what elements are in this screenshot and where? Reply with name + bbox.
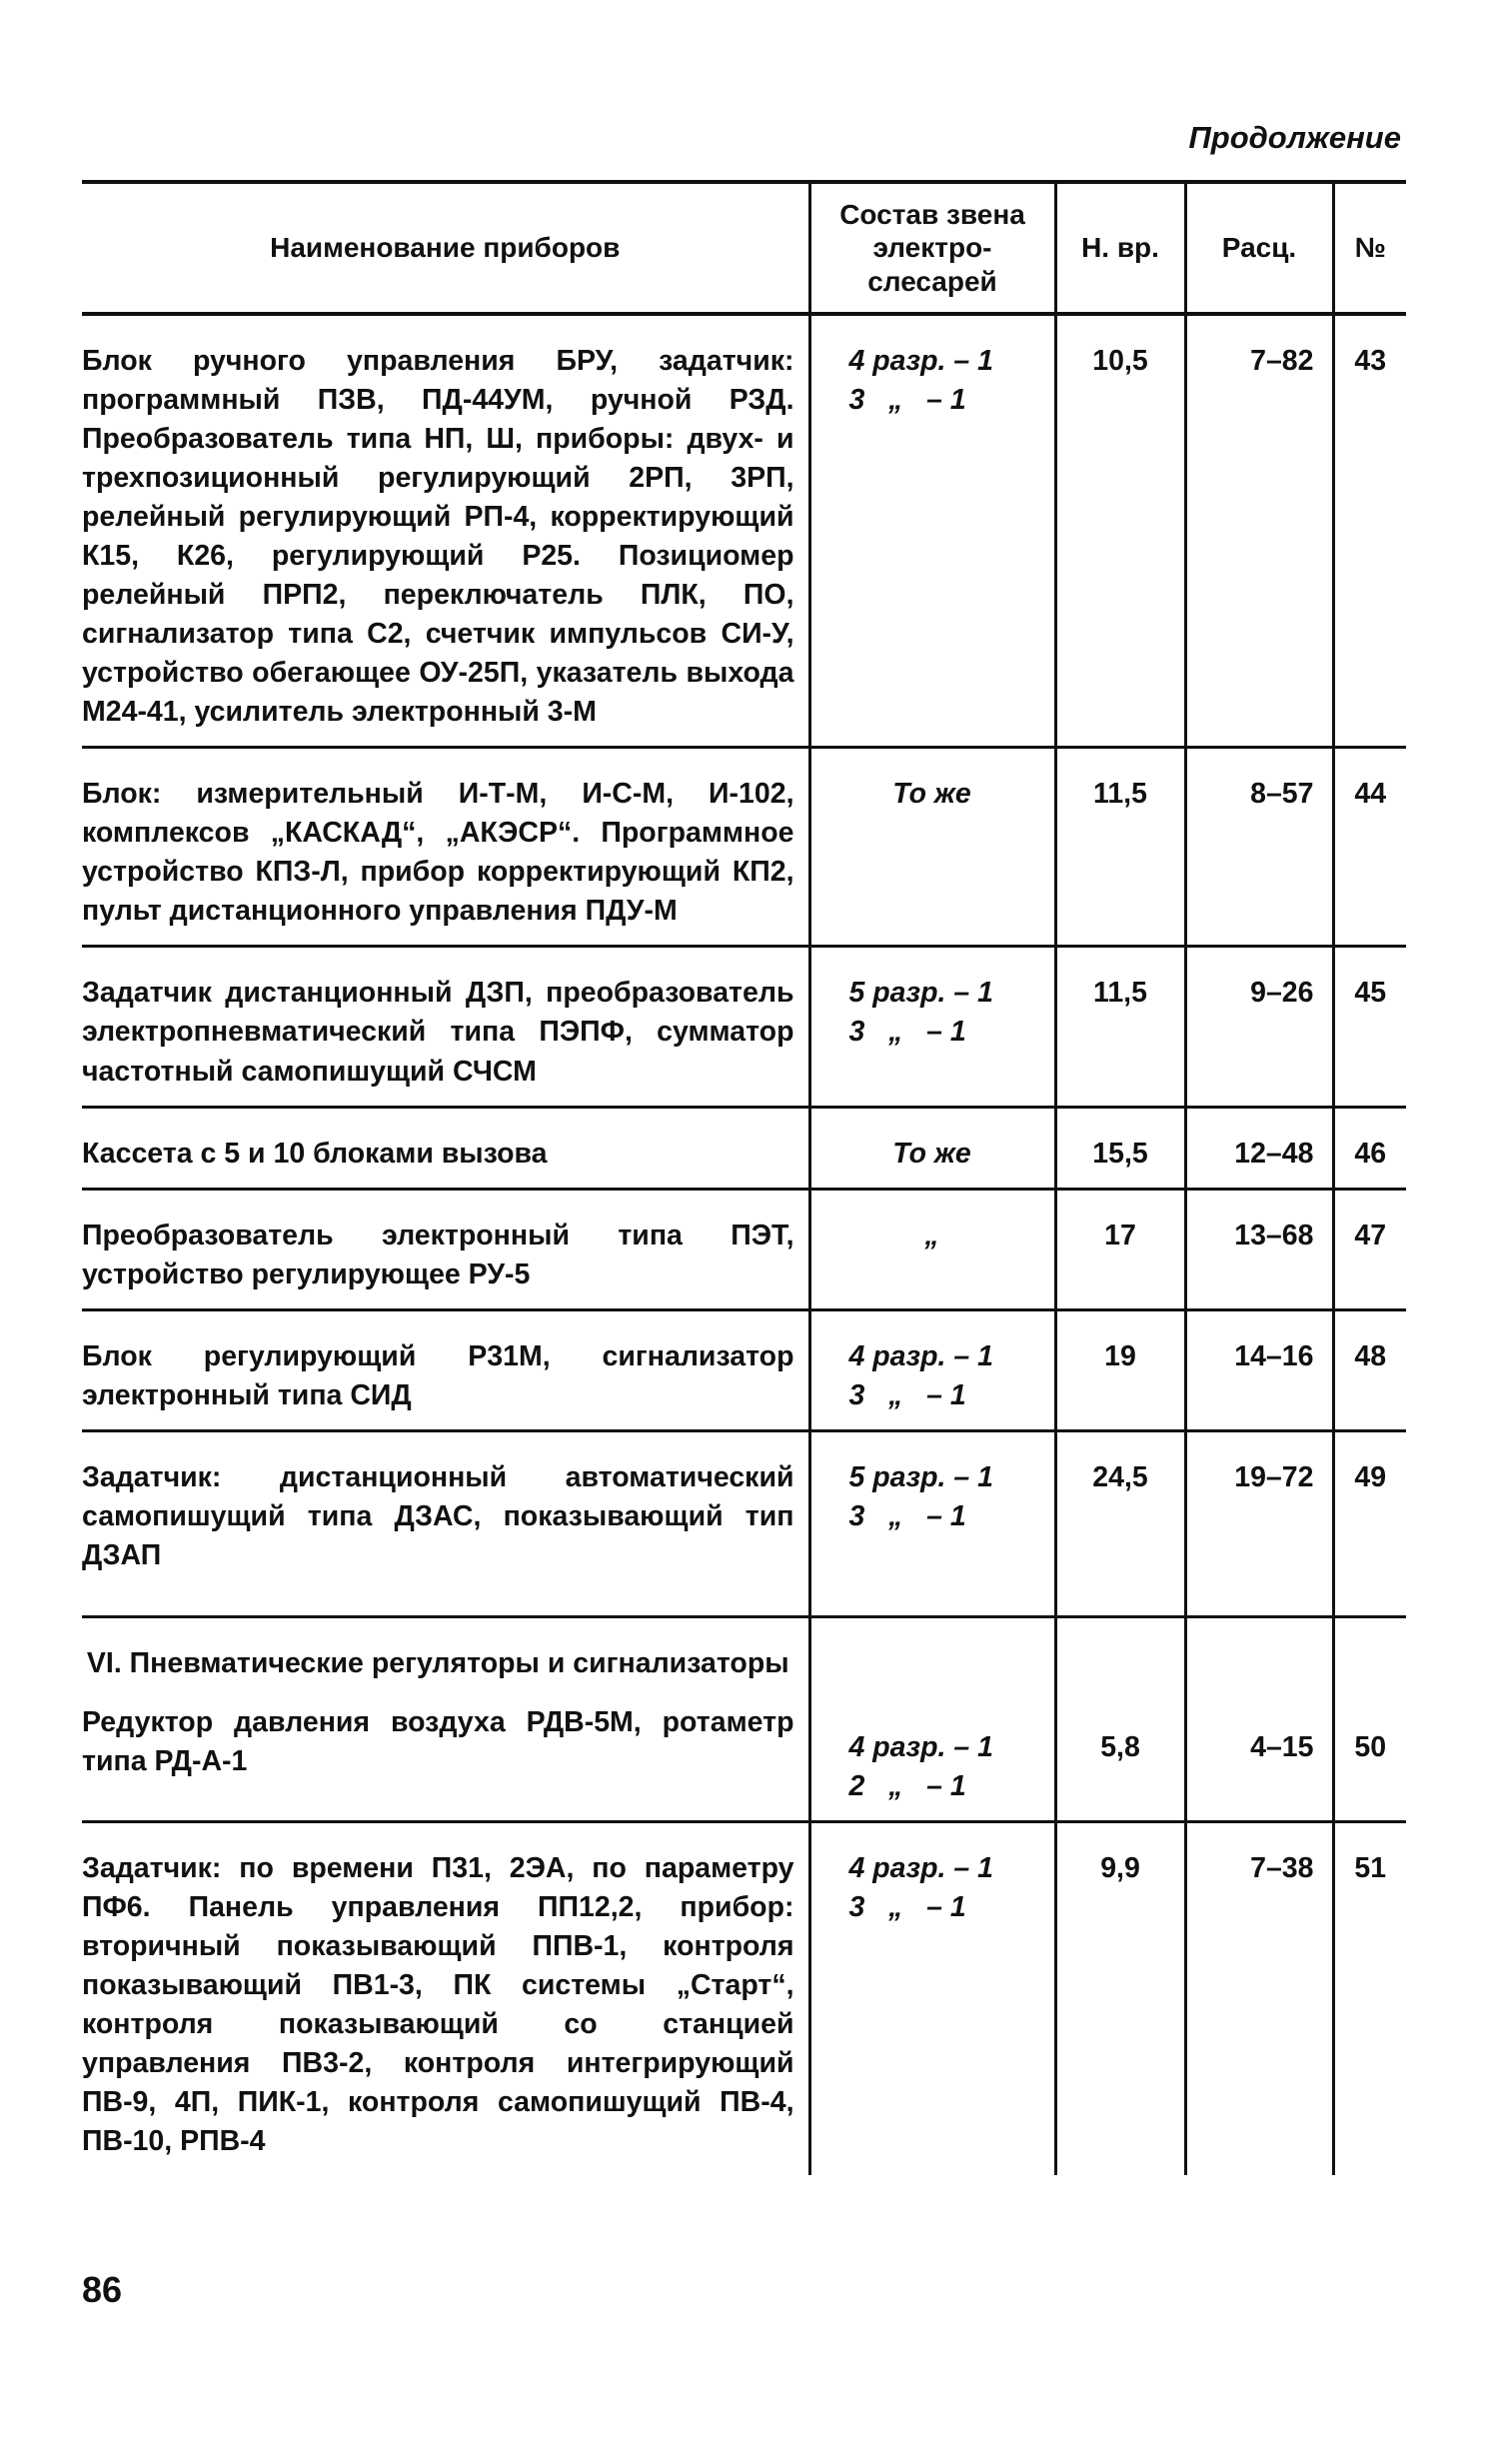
- row-norm: 11,5: [1055, 947, 1185, 1107]
- row-crew: [809, 947, 1055, 1107]
- row-number: 45: [1333, 947, 1406, 1107]
- table-row: [82, 314, 1406, 748]
- crew-line: 4 разр. – 1: [848, 1851, 993, 1884]
- table-row: [82, 1430, 1406, 1616]
- crew-line: 3 „ – 1: [848, 1890, 966, 1923]
- crew-line: 3 „ – 1: [848, 384, 966, 417]
- row-norm: 5,8: [1055, 1616, 1185, 1821]
- crew-line: 5 разр. – 1: [848, 1460, 993, 1493]
- column-header-name: Наименование приборов: [82, 182, 809, 314]
- row-rate: 4–15: [1185, 1616, 1333, 1821]
- row-rate: 14–16: [1185, 1309, 1333, 1430]
- crew-line: То же: [892, 1137, 971, 1170]
- crew-line: 4 разр. – 1: [848, 1730, 993, 1763]
- table-row: [82, 1309, 1406, 1430]
- row-rate: 7–82: [1185, 314, 1333, 748]
- column-header-crew: Состав звена электро-слесарей: [809, 182, 1055, 314]
- row-norm: 9,9: [1055, 1821, 1185, 2175]
- crew-line: 4 разр. – 1: [848, 345, 993, 377]
- row-norm: 17: [1055, 1189, 1185, 1309]
- column-header-norm: Н. вр.: [1055, 182, 1185, 314]
- row-norm: 24,5: [1055, 1430, 1185, 1616]
- row-norm: 19: [1055, 1309, 1185, 1430]
- crew-line: 5 разр. – 1: [848, 977, 993, 1010]
- row-number: 50: [1333, 1616, 1406, 1821]
- row-name: Задатчик дистанционный ДЗП, преобразователь электропневматический типа ПЭПФ, сумматор частотный самопишущий СЧСМ: [82, 947, 809, 1107]
- row-rate: 8–57: [1185, 748, 1333, 947]
- row-name: Задатчик: дистанционный автоматический самопишущий типа ДЗАС, показывающий тип ДЗАП: [82, 1430, 809, 1616]
- row-name: Задатчик: по времени П31, 2ЭА, по параметру ПФ6. Панель управления ПП12,2, прибор: вторичный показывающий ППВ-1, контроля показывающий ПВ1-3, ПК системы „Старт“, контроля показывающий со станцией управления ПВ3-2, контроля интегрирующий ПВ-9, 4П, ПИК-1, контроля самопишущий ПВ-4, ПВ-10, РПВ-4: [82, 1851, 794, 2158]
- row-name: Кассета с 5 и 10 блоками вызова: [82, 1107, 809, 1189]
- continuation-label: Продолжение: [1188, 120, 1401, 155]
- column-header-rate: Расц.: [1185, 182, 1333, 314]
- row-name: Преобразователь электронный типа ПЭТ, устройство регулирующее РУ-5: [82, 1189, 809, 1309]
- crew-line: 3 „ – 1: [848, 1016, 966, 1049]
- row-rate: 12–48: [1185, 1107, 1333, 1189]
- row-number: 44: [1333, 748, 1406, 947]
- row-number: 48: [1333, 1309, 1406, 1430]
- row-crew: [809, 1189, 1055, 1309]
- row-crew: [809, 1821, 1055, 2175]
- table-row: [82, 1189, 1406, 1309]
- section-title: VI. Пневматические регуляторы и сигнализаторы: [86, 1646, 789, 1679]
- row-crew: [809, 1616, 1055, 1821]
- crew-line: 3 „ – 1: [848, 1378, 966, 1411]
- row-number: 47: [1333, 1189, 1406, 1309]
- crew-line: 4 разр. – 1: [848, 1339, 993, 1372]
- row-number: 51: [1333, 1821, 1406, 2175]
- table-row: [82, 947, 1406, 1107]
- table-header-row: [82, 182, 1406, 314]
- row-crew: [809, 314, 1055, 748]
- page-number: 86: [82, 2269, 123, 2310]
- row-norm: 15,5: [1055, 1107, 1185, 1189]
- crew-line: То же: [892, 778, 971, 811]
- row-number: 49: [1333, 1430, 1406, 1616]
- row-name: Редуктор давления воздуха РДВ-5М, ротаметр типа РД-А-1: [82, 1705, 794, 1777]
- row-crew: [809, 1107, 1055, 1189]
- crew-line: 3 „ – 1: [848, 1499, 966, 1532]
- row-name: Блок регулирующий Р31М, сигнализатор электронный типа СИД: [82, 1309, 809, 1430]
- row-rate: 19–72: [1185, 1430, 1333, 1616]
- column-header-num: №: [1333, 182, 1406, 314]
- table-row: [82, 1821, 1406, 2175]
- instruments-table-container: [82, 180, 1406, 2175]
- row-number: 46: [1333, 1107, 1406, 1189]
- crew-line: „: [924, 1219, 939, 1251]
- row-rate: 9–26: [1185, 947, 1333, 1107]
- row-crew: [809, 748, 1055, 947]
- row-rate: 7–38: [1185, 1821, 1333, 2175]
- row-norm: 11,5: [1055, 748, 1185, 947]
- table-row: [82, 1616, 1406, 1821]
- row-crew: [809, 1309, 1055, 1430]
- row-crew: [809, 1430, 1055, 1616]
- row-number: 43: [1333, 314, 1406, 748]
- instruments-table: [82, 180, 1406, 2175]
- row-norm: 10,5: [1055, 314, 1185, 748]
- row-rate: 13–68: [1185, 1189, 1333, 1309]
- crew-line: 2 „ – 1: [848, 1769, 966, 1802]
- row-name: Блок: измерительный И-Т-М, И-С-М, И-102, комплексов „КАСКАД“, „АКЭСР“. Программное устройство КПЗ-Л, прибор корректирующий КП2, пульт дистанционного управления ПДУ-М: [82, 748, 809, 947]
- row-name-with-section: [82, 1616, 809, 1821]
- row-name: Блок ручного управления БРУ, задатчик: программный ПЗВ, ПД-44УМ, ручной РЗД. Преобразователь типа НП, Ш, приборы: двух- и трехпозиционный регулирующий 2РП, 3РП, релейный регулирующий РП-4, корректирующий К15, К26, регулирующий Р25. Позициомер релейный ПРП2, переключатель ПЛК, ПО, сигнализатор типа С2, счетчик импульсов СИ-У, устройство обегающее ОУ-25П, указатель выхода М24-41, усилитель электронный 3-М: [82, 314, 809, 748]
- table-row: [82, 1107, 1406, 1189]
- table-row: [82, 748, 1406, 947]
